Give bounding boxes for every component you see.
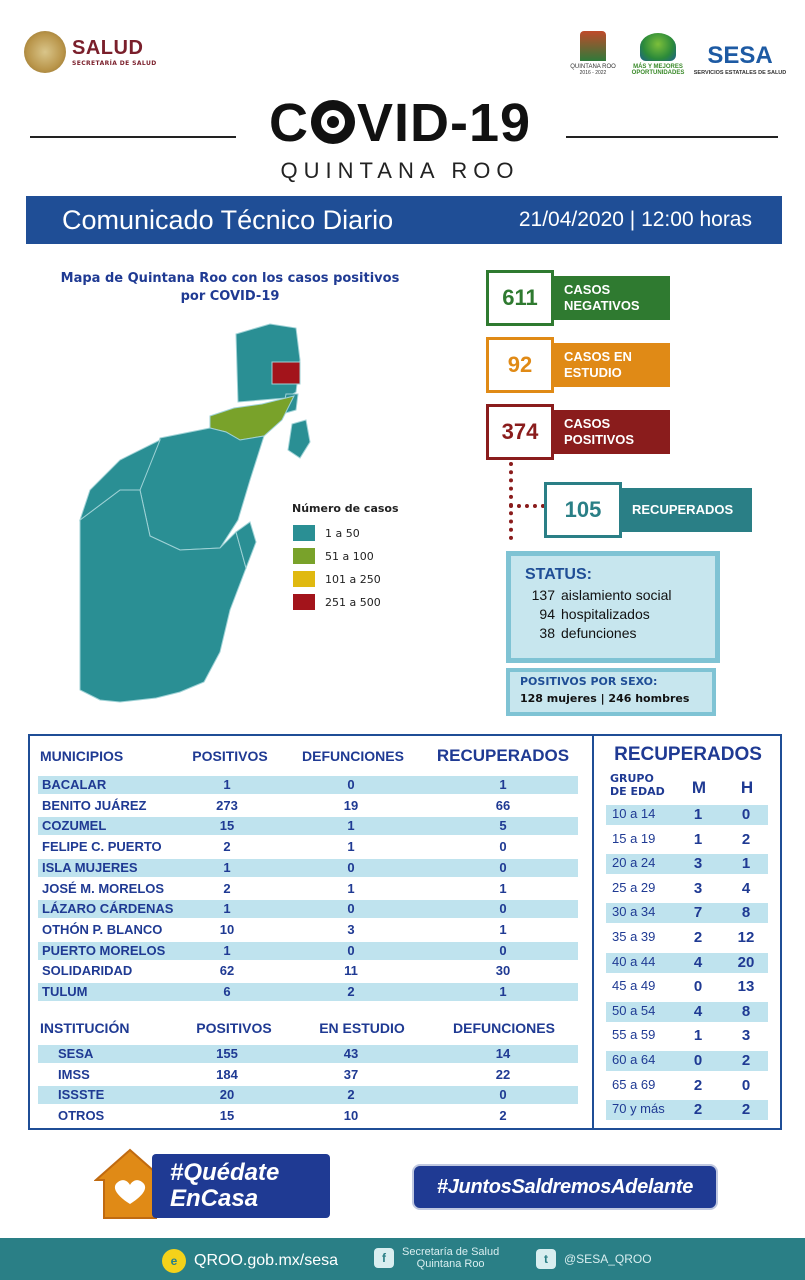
age-group-label: 30 a 34 — [612, 904, 656, 920]
positivos-header: POSITIVOS — [192, 748, 268, 764]
status-panel — [506, 551, 720, 663]
age-group-row — [606, 805, 768, 825]
map-title: Mapa de Quintana Roo con los casos positivos por COVID-19 — [60, 271, 400, 304]
region-subtitle: QUINTANA ROO — [280, 158, 520, 183]
defunciones-cell: 3 — [347, 921, 355, 937]
salud-subtitle: SECRETARÍA DE SALUD — [72, 60, 157, 67]
footer-bar — [0, 1238, 805, 1280]
municipio-row — [38, 942, 578, 960]
age-group-row — [606, 830, 768, 850]
institucion-row — [38, 1107, 578, 1125]
age-group-label: 15 a 19 — [612, 830, 656, 846]
legend-swatch — [293, 548, 315, 564]
positivos-cell: 62 — [219, 963, 235, 979]
age-group-row — [606, 854, 768, 874]
age-group-row — [606, 1026, 768, 1046]
age-group-row — [606, 953, 768, 973]
positive-cases-count: 374 — [486, 404, 554, 460]
legend-title: Número de casos — [292, 502, 399, 515]
legend-swatch — [293, 594, 315, 610]
defunciones-cell: 22 — [495, 1066, 511, 1082]
study-cases-label: CASOS EN ESTUDIO — [550, 343, 670, 387]
positivos-cell: 15 — [219, 1108, 235, 1124]
recovered-box — [544, 482, 752, 538]
defunciones-cell: 0 — [347, 901, 355, 917]
salud-title: SALUD — [72, 37, 144, 59]
positivos-cell: 1 — [223, 942, 231, 958]
study-cases-count: 92 — [486, 337, 554, 393]
inst-defunciones-header: DEFUNCIONES — [453, 1020, 555, 1036]
connector-dots — [509, 462, 513, 540]
municipio-name: JOSÉ M. MORELOS — [42, 880, 165, 896]
salud-logo — [24, 28, 164, 76]
age-group-row — [606, 1002, 768, 1022]
recovered-count: 105 — [544, 482, 622, 538]
recuperados-cell: 5 — [499, 818, 507, 834]
en-estudio-cell: 2 — [347, 1087, 355, 1103]
male-recovered-cell: 4 — [693, 1002, 703, 1020]
municipio-row — [38, 776, 578, 794]
female-recovered-cell: 2 — [741, 1052, 751, 1069]
female-recovered-cell: 13 — [737, 978, 755, 996]
defunciones-cell: 0 — [347, 942, 355, 958]
female-recovered-cell: 8 — [741, 1002, 751, 1020]
positivos-cell: 1 — [223, 859, 231, 875]
twitter-icon: t — [536, 1249, 556, 1269]
municipio-name: BACALAR — [42, 777, 107, 792]
negative-cases-box — [486, 270, 670, 326]
age-group-label: 10 a 14 — [612, 806, 656, 821]
municipio-row — [38, 797, 578, 815]
municipio-row — [38, 921, 578, 939]
female-recovered-cell: 2 — [741, 830, 751, 848]
municipio-row — [38, 880, 578, 898]
municipio-row — [38, 962, 578, 980]
tree-icon — [640, 33, 676, 61]
map-region-benito-juarez — [272, 362, 300, 384]
recuperados-cell: 1 — [499, 984, 507, 999]
female-header: H — [740, 778, 754, 797]
defunciones-cell: 1 — [347, 839, 355, 855]
positivos-cell: 15 — [219, 818, 235, 834]
oportunidades-logo: MÁS Y MEJORES OPORTUNIDADES — [628, 26, 688, 76]
recuperados-cell: 66 — [495, 797, 511, 813]
age-group-label: 40 a 44 — [612, 953, 656, 969]
quedate-en-casa-badge — [94, 1146, 330, 1222]
legend-swatch — [293, 525, 315, 541]
recuperados-cell: 1 — [499, 880, 507, 896]
institucion-row — [38, 1066, 578, 1084]
institucion-header: INSTITUCIÓN — [40, 1020, 130, 1036]
age-group-row — [606, 903, 768, 923]
covid-title: C VID-19 — [268, 93, 532, 153]
positives-by-sex-panel — [506, 668, 716, 716]
legend-item-2: 51 a 100 — [293, 548, 374, 564]
defunciones-header: DEFUNCIONES — [302, 748, 404, 764]
municipio-name: SOLIDARIDAD — [42, 963, 133, 979]
institucion-name: OTROS — [58, 1108, 105, 1124]
en-estudio-header: EN ESTUDIO — [319, 1020, 405, 1036]
recovered-age-title: RECUPERADOS — [614, 744, 762, 765]
banner-title: Comunicado Técnico Diario — [62, 204, 394, 235]
female-recovered-cell: 12 — [737, 929, 755, 946]
defunciones-cell: 0 — [347, 777, 355, 792]
age-group-row — [606, 928, 768, 948]
title-divider-right — [566, 136, 778, 138]
positivos-cell: 1 — [223, 901, 231, 917]
recovered-label: RECUPERADOS — [618, 488, 752, 532]
age-group-row — [606, 879, 768, 899]
municipios-header: MUNICIPIOS — [40, 748, 124, 764]
municipio-row — [38, 817, 578, 835]
defunciones-cell: 2 — [499, 1108, 507, 1124]
map-cozumel — [288, 420, 310, 458]
positivos-cell: 184 — [216, 1066, 238, 1082]
municipio-name: OTHÓN P. BLANCO — [42, 921, 163, 937]
female-recovered-cell: 4 — [741, 879, 751, 897]
male-recovered-cell: 4 — [693, 953, 703, 971]
legend-item-4: 251 a 500 — [293, 594, 381, 610]
positivos-cell: 2 — [223, 839, 231, 855]
virus-icon — [311, 100, 355, 144]
female-recovered-cell: 0 — [741, 806, 751, 823]
twitter-link[interactable]: t @SESA_QROO — [536, 1249, 652, 1269]
municipio-row — [38, 900, 578, 918]
age-group-row — [606, 1076, 768, 1096]
daily-report-banner — [26, 196, 782, 244]
age-group-label: 25 a 29 — [612, 879, 656, 895]
recuperados-cell: 0 — [499, 859, 507, 875]
title-divider-left — [30, 136, 236, 138]
positive-cases-label: CASOS POSITIVOS — [550, 410, 670, 454]
female-recovered-cell: 3 — [741, 1027, 751, 1045]
male-recovered-cell: 1 — [693, 830, 703, 848]
defunciones-cell: 0 — [347, 859, 355, 875]
age-group-row — [606, 1100, 768, 1120]
legend-swatch — [293, 571, 315, 587]
quintana-roo-logo: QUINTANA ROO 2016 - 2022 — [563, 26, 623, 76]
age-group-label: 60 a 64 — [612, 1052, 656, 1067]
age-group-label: 20 a 24 — [612, 855, 656, 871]
male-recovered-cell: 7 — [693, 904, 703, 922]
legend-item-3: 101 a 250 — [293, 571, 381, 587]
status-line: 137 aislamiento social — [531, 587, 672, 603]
en-estudio-cell: 37 — [343, 1066, 359, 1082]
inst-positivos-header: POSITIVOS — [196, 1020, 272, 1036]
recuperados-cell: 1 — [499, 921, 507, 937]
age-group-header: GRUPO DE EDAD — [610, 772, 665, 798]
municipio-name: ISLA MUJERES — [42, 859, 138, 875]
defunciones-cell: 1 — [347, 818, 355, 834]
positivos-cell: 10 — [219, 921, 235, 937]
status-title: STATUS: — [525, 566, 592, 583]
female-recovered-cell: 8 — [741, 904, 751, 922]
sesa-logo: SESA SERVICIOS ESTATALES DE SALUD — [693, 42, 787, 76]
age-group-label: 70 y más — [612, 1101, 665, 1117]
website-link[interactable]: e QROO.gob.mx/sesa — [162, 1249, 338, 1273]
male-recovered-cell: 2 — [693, 929, 703, 946]
age-group-row — [606, 977, 768, 997]
male-header: M — [691, 778, 707, 797]
quintana-roo-emblem-icon — [580, 31, 606, 61]
male-recovered-cell: 2 — [693, 1101, 703, 1119]
municipio-name: BENITO JUÁREZ — [42, 797, 147, 813]
status-line: 38 defunciones — [539, 625, 637, 641]
male-recovered-cell: 1 — [693, 1027, 703, 1045]
municipio-row — [38, 983, 578, 1001]
positivos-cell: 273 — [216, 797, 238, 813]
age-group-label: 65 a 69 — [612, 1076, 656, 1092]
defunciones-cell: 0 — [499, 1087, 507, 1103]
banner-datetime: 21/04/2020 | 12:00 horas — [518, 208, 752, 231]
defunciones-cell: 2 — [347, 984, 355, 999]
municipio-name: PUERTO MORELOS — [42, 942, 166, 958]
institucion-name: IMSS — [58, 1066, 90, 1082]
en-estudio-cell: 43 — [343, 1046, 359, 1061]
recuperados-cell: 30 — [495, 963, 511, 979]
negative-cases-count: 611 — [486, 270, 554, 326]
en-estudio-cell: 10 — [343, 1108, 359, 1124]
mexico-seal-icon — [24, 31, 66, 73]
male-recovered-cell: 2 — [693, 1076, 703, 1094]
male-recovered-cell: 0 — [693, 978, 703, 996]
recuperados-cell: 1 — [499, 777, 507, 792]
positivos-cell: 2 — [223, 880, 231, 896]
positivos-cell: 1 — [223, 777, 231, 792]
facebook-icon: f — [374, 1248, 394, 1268]
municipio-name: FELIPE C. PUERTO — [42, 839, 162, 855]
age-group-label: 55 a 59 — [612, 1027, 656, 1043]
institucion-name: SESA — [58, 1046, 94, 1061]
sex-values: 128 mujeres | 246 hombres — [520, 692, 690, 705]
recuperados-cell: 0 — [499, 839, 507, 855]
recuperados-cell: 0 — [499, 942, 507, 958]
municipio-name: LÁZARO CÁRDENAS — [42, 901, 174, 917]
quedate-text: #Quédate EnCasa — [152, 1154, 330, 1218]
municipio-row — [38, 859, 578, 877]
defunciones-cell: 19 — [343, 797, 359, 813]
age-group-label: 50 a 54 — [612, 1002, 656, 1018]
age-group-row — [606, 1051, 768, 1071]
institucion-row — [38, 1086, 578, 1104]
recuperados-header: RECUPERADOS — [436, 746, 570, 765]
legend-item-1: 1 a 50 — [293, 525, 360, 541]
municipio-name: COZUMEL — [42, 818, 107, 834]
connector-dots — [509, 504, 545, 508]
institucion-row — [38, 1045, 578, 1063]
qroo-web-icon: e — [162, 1249, 186, 1273]
sex-title: POSITIVOS POR SEXO: — [520, 675, 658, 688]
male-recovered-cell: 3 — [693, 879, 703, 897]
municipio-name: TULUM — [42, 984, 88, 999]
recuperados-cell: 0 — [499, 901, 507, 917]
female-recovered-cell: 2 — [741, 1101, 751, 1119]
status-line: 94 hospitalizados — [539, 606, 650, 622]
female-recovered-cell: 20 — [737, 953, 755, 971]
positive-cases-box — [486, 404, 670, 460]
facebook-link[interactable]: f Secretaría de Salud Quintana Roo — [374, 1246, 499, 1270]
defunciones-cell: 1 — [347, 880, 355, 896]
female-recovered-cell: 0 — [741, 1076, 751, 1094]
age-group-label: 35 a 39 — [612, 929, 656, 944]
juntos-saldremos-badge: #JuntosSaldremosAdelante — [412, 1164, 718, 1210]
municipio-row — [38, 838, 578, 856]
age-group-label: 45 a 49 — [612, 978, 656, 994]
defunciones-cell: 11 — [344, 963, 358, 979]
defunciones-cell: 14 — [495, 1046, 511, 1061]
positivos-cell: 155 — [216, 1046, 238, 1061]
female-recovered-cell: 1 — [741, 855, 751, 873]
positivos-cell: 6 — [223, 984, 231, 999]
institucion-name: ISSSTE — [58, 1087, 105, 1103]
male-recovered-cell: 1 — [693, 806, 703, 823]
study-cases-box — [486, 337, 670, 393]
tables-divider — [592, 734, 594, 1130]
male-recovered-cell: 3 — [693, 855, 703, 873]
positivos-cell: 20 — [219, 1087, 235, 1103]
male-recovered-cell: 0 — [693, 1052, 703, 1069]
negative-cases-label: CASOS NEGATIVOS — [550, 276, 670, 320]
